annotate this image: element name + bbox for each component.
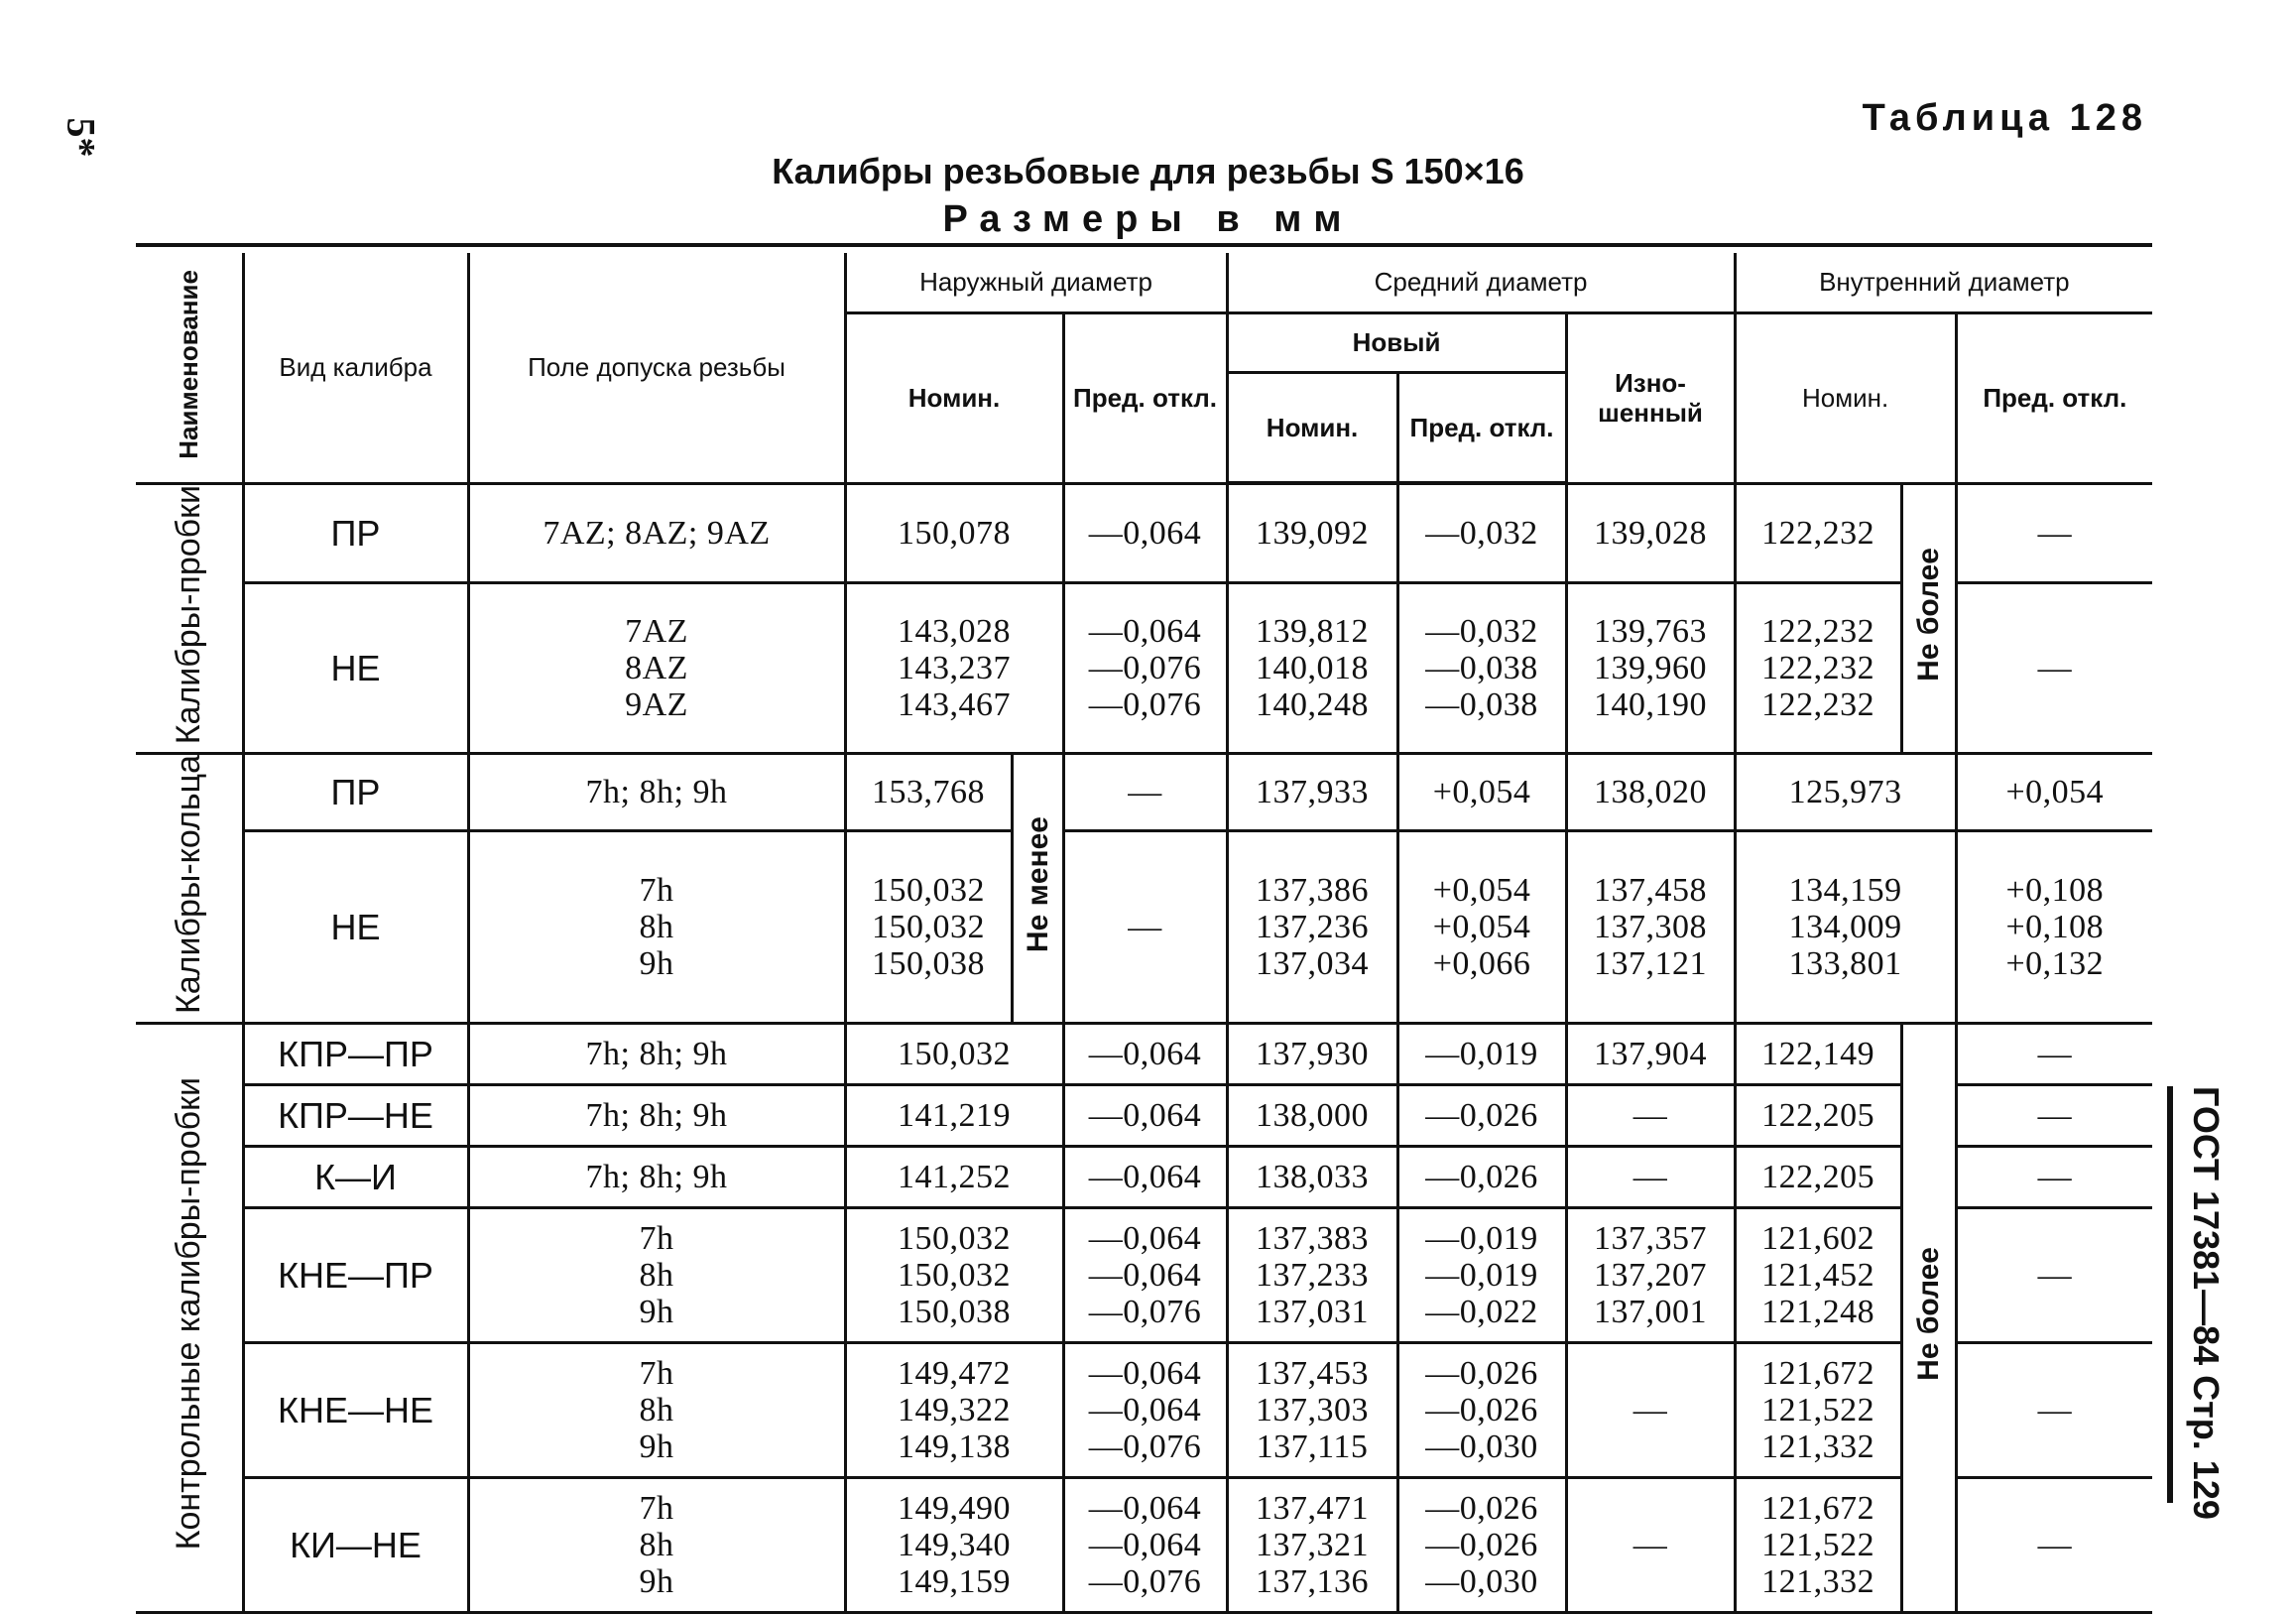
cell-izn: — (1566, 1342, 1735, 1477)
note-ne-bolee-2: Не более (1901, 1023, 1956, 1612)
cell-sr-nom: 137,933 (1227, 753, 1397, 830)
cell-nar-nom: 150,032 150,032 150,038 (845, 1207, 1063, 1342)
cell-vn-nom: 121,672 121,522 121,332 (1735, 1477, 1901, 1612)
header-sr-nomin: Номин. (1227, 372, 1397, 483)
cell-vid: КНЕ—ПР (243, 1207, 468, 1342)
group-label-kontrolnye: Контрольные калибры-пробки (136, 1023, 243, 1612)
header-vnutrenny-diametr: Внутренний диаметр (1735, 253, 2152, 312)
cell-nar-pred: —0,064 (1063, 1146, 1227, 1207)
cell-vid: КИ—НЕ (243, 1477, 468, 1612)
cell-vid: КНЕ—НЕ (243, 1342, 468, 1477)
note-ne-bolee: Не более (1901, 483, 1956, 753)
cell-izn: 139,028 (1566, 483, 1735, 582)
cell-sr-pred: —0,026 (1397, 1084, 1566, 1146)
cell-sr-nom: 139,812 140,018 140,248 (1227, 582, 1397, 753)
cell-nar-nom: 153,768 (845, 753, 1012, 830)
table-row (136, 1146, 2152, 1207)
cell-izn: 137,458 137,308 137,121 (1566, 831, 1735, 1024)
cell-izn: 137,904 (1566, 1023, 1735, 1084)
cell-pole: 7AZ; 8AZ; 9AZ (468, 483, 845, 582)
cell-sr-pred: —0,026 —0,026 —0,030 (1397, 1477, 1566, 1612)
header-naruzhny-diametr: Наружный диаметр (845, 253, 1227, 312)
gauge-table (136, 253, 2152, 1614)
cell-sr-pred: —0,019 (1397, 1023, 1566, 1084)
cell-nar-pred: —0,064 (1063, 483, 1227, 582)
cell-vn-nom: 121,672 121,522 121,332 (1735, 1342, 1901, 1477)
cell-vn-pred: — (1956, 1146, 2152, 1207)
cell-vn-nom: 122,205 (1735, 1084, 1901, 1146)
cell-nar-pred: —0,064 —0,076 —0,076 (1063, 582, 1227, 753)
cell-sr-nom: 139,092 (1227, 483, 1397, 582)
table-row (136, 1342, 2152, 1477)
cell-pole: 7h; 8h; 9h (468, 1084, 845, 1146)
cell-vn-pred: — (1956, 1023, 2152, 1084)
table-row (136, 753, 2152, 830)
cell-vid: НЕ (243, 582, 468, 753)
table-number: Таблица 128 (1862, 97, 2147, 139)
cell-sr-pred: +0,054 (1397, 753, 1566, 830)
table-row (136, 1084, 2152, 1146)
cell-vn-pred: — (1956, 1084, 2152, 1146)
cell-izn: — (1566, 1146, 1735, 1207)
cell-vid: КПР—ПР (243, 1023, 468, 1084)
cell-vn-pred: — (1956, 1342, 2152, 1477)
cell-izn: — (1566, 1477, 1735, 1612)
cell-sr-nom: 137,930 (1227, 1023, 1397, 1084)
cell-vn-pred: — (1956, 1477, 2152, 1612)
page-mark: 5* (59, 117, 104, 158)
cell-sr-pred: —0,026 (1397, 1146, 1566, 1207)
header-novy: Новый (1227, 312, 1566, 372)
table-header (136, 253, 2152, 483)
header-iznoshenny: Изно-шенный (1566, 312, 1735, 483)
group-label-kalibry-probki: Калибры-пробки (136, 483, 243, 753)
cell-vn-pred: — (1956, 1207, 2152, 1342)
cell-vn-pred: +0,108 +0,108 +0,132 (1956, 831, 2152, 1024)
cell-nar-nom: 150,032 (845, 1023, 1063, 1084)
cell-nar-nom: 150,078 (845, 483, 1063, 582)
cell-vid: НЕ (243, 831, 468, 1024)
header-sr-pred-otkl: Пред. откл. (1397, 372, 1566, 483)
table-row (136, 1477, 2152, 1612)
cell-vid: ПР (243, 483, 468, 582)
cell-vn-nom: 122,149 (1735, 1023, 1901, 1084)
cell-izn: 139,763 139,960 140,190 (1566, 582, 1735, 753)
title-rule (136, 243, 2152, 247)
cell-vid: К—И (243, 1146, 468, 1207)
cell-sr-nom: 137,453 137,303 137,115 (1227, 1342, 1397, 1477)
cell-pole: 7h; 8h; 9h (468, 753, 845, 830)
cell-sr-pred: —0,026 —0,026 —0,030 (1397, 1342, 1566, 1477)
cell-nar-nom: 143,028 143,237 143,467 (845, 582, 1063, 753)
cell-vn-nom: 125,973 (1735, 753, 1956, 830)
table-title: Калибры резьбовые для резьбы S 150×16 (772, 151, 1524, 191)
cell-sr-nom: 138,033 (1227, 1146, 1397, 1207)
table-body (136, 483, 2152, 1612)
cell-izn: 137,357 137,207 137,001 (1566, 1207, 1735, 1342)
header-nar-nomin: Номин. (845, 312, 1063, 483)
cell-nar-pred: —0,064 —0,064 —0,076 (1063, 1207, 1227, 1342)
cell-pole: 7h 8h 9h (468, 831, 845, 1024)
cell-vn-pred: — (1956, 582, 2152, 753)
table-row (136, 1023, 2152, 1084)
group-label-kalibry-koltsa: Калибры-кольца (136, 753, 243, 1023)
cell-sr-nom: 138,000 (1227, 1084, 1397, 1146)
cell-nar-nom: 150,032 150,032 150,038 (845, 831, 1012, 1024)
cell-nar-pred: — (1063, 753, 1227, 830)
cell-vn-pred: +0,054 (1956, 753, 2152, 830)
header-vn-nomin: Номин. (1735, 312, 1956, 483)
table-row (136, 582, 2152, 753)
side-footer (2167, 1086, 2227, 1520)
cell-pole: 7h; 8h; 9h (468, 1146, 845, 1207)
cell-sr-pred: —0,032 (1397, 483, 1566, 582)
table-row (136, 483, 2152, 582)
cell-pole: 7h 8h 9h (468, 1207, 845, 1342)
cell-vid: КПР—НЕ (243, 1084, 468, 1146)
cell-sr-pred: —0,019 —0,019 —0,022 (1397, 1207, 1566, 1342)
cell-izn: 138,020 (1566, 753, 1735, 830)
cell-nar-nom: 141,219 (845, 1084, 1063, 1146)
header-vid-kalibra: Вид калибра (243, 253, 468, 483)
cell-pole: 7AZ 8AZ 9AZ (468, 582, 845, 753)
cell-vn-nom: 121,602 121,452 121,248 (1735, 1207, 1901, 1342)
cell-nar-pred: —0,064 (1063, 1084, 1227, 1146)
cell-nar-nom: 149,490 149,340 149,159 (845, 1477, 1063, 1612)
cell-vid: ПР (243, 753, 468, 830)
cell-nar-pred: — (1063, 831, 1227, 1024)
header-naimenovanie: Наименование (136, 253, 243, 483)
cell-vn-nom: 134,159 134,009 133,801 (1735, 831, 1956, 1024)
table-units: Размеры в мм (942, 198, 1354, 240)
cell-nar-pred: —0,064 (1063, 1023, 1227, 1084)
table-row (136, 1207, 2152, 1342)
cell-pole: 7h 8h 9h (468, 1477, 845, 1612)
note-ne-menee: Не менее (1012, 753, 1063, 1023)
cell-vn-pred: — (1956, 483, 2152, 582)
cell-pole: 7h 8h 9h (468, 1342, 845, 1477)
cell-sr-nom: 137,471 137,321 137,136 (1227, 1477, 1397, 1612)
header-vn-pred-otkl: Пред. откл. (1956, 312, 2152, 483)
cell-sr-pred: —0,032 —0,038 —0,038 (1397, 582, 1566, 753)
header-pole-dopuska: Поле допуска резьбы (468, 253, 845, 483)
cell-nar-nom: 141,252 (845, 1146, 1063, 1207)
cell-sr-pred: +0,054 +0,054 +0,066 (1397, 831, 1566, 1024)
cell-pole: 7h; 8h; 9h (468, 1023, 845, 1084)
table-row (136, 831, 2152, 1024)
cell-nar-pred: —0,064 —0,064 —0,076 (1063, 1342, 1227, 1477)
cell-nar-pred: —0,064 —0,064 —0,076 (1063, 1477, 1227, 1612)
side-footer-text: ГОСТ 17381—84 Стр. 129 (2186, 1086, 2227, 1520)
cell-sr-nom: 137,383 137,233 137,031 (1227, 1207, 1397, 1342)
header-nar-pred-otkl: Пред. откл. (1063, 312, 1227, 483)
cell-vn-nom: 122,232 (1735, 483, 1901, 582)
cell-nar-nom: 149,472 149,322 149,138 (845, 1342, 1063, 1477)
cell-vn-nom: 122,205 (1735, 1146, 1901, 1207)
cell-sr-nom: 137,386 137,236 137,034 (1227, 831, 1397, 1024)
cell-izn: — (1566, 1084, 1735, 1146)
cell-vn-nom: 122,232 122,232 122,232 (1735, 582, 1901, 753)
header-sredny-diametr: Средний диаметр (1227, 253, 1735, 312)
